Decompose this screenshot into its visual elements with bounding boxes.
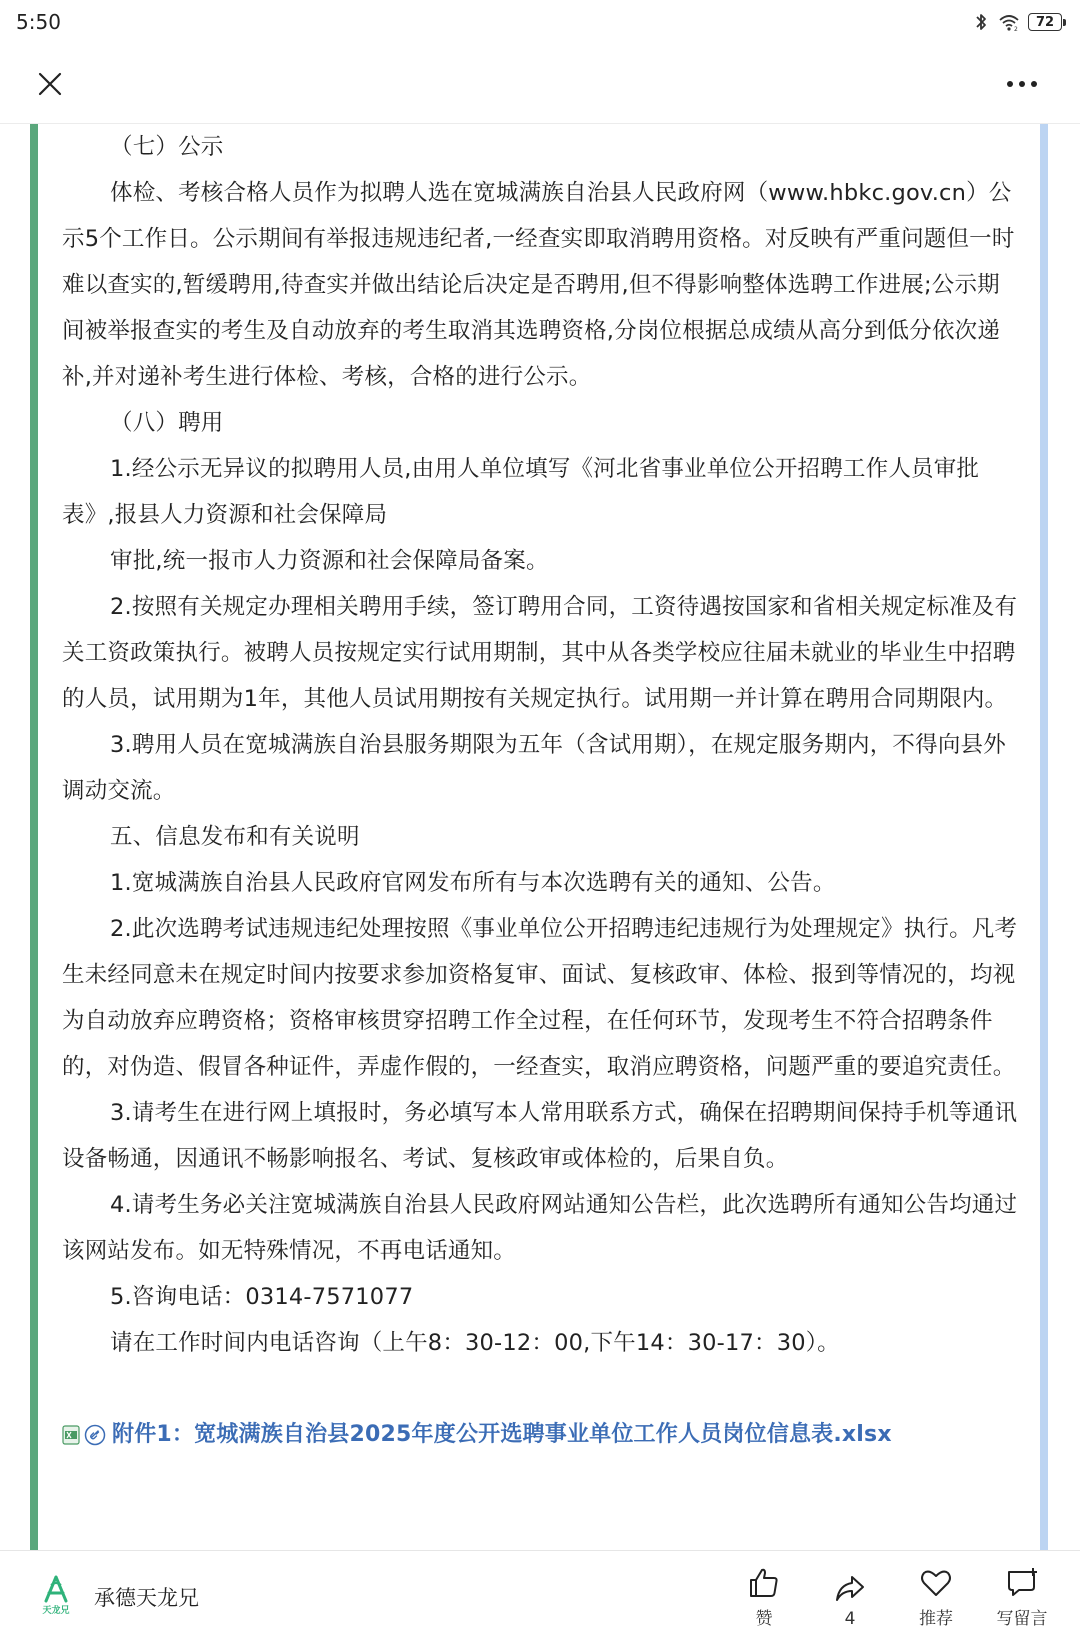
thumbs-up-icon — [747, 1566, 781, 1600]
author-logo-text: 天龙兄 — [42, 1606, 70, 1616]
right-quote-rule — [1040, 124, 1048, 1550]
attachment-icons — [62, 1424, 106, 1446]
svg-text:2: 2 — [1014, 26, 1018, 32]
paragraph-employment-2: 2.按照有关规定办理相关聘用手续，签订聘用合同，工资待遇按国家和省相关规定标准及有关工资政策执行。被聘人员按规定实行试用期制，其中从各类学校应往届未就业的毕业生中招聘的人员，试用期为1年，其他人员试用期按有关规定执行。试用期一并计算在聘用合同期限内。 — [62, 594, 1018, 712]
top-nav — [0, 44, 1080, 124]
action-bar — [736, 1566, 1050, 1629]
paragraph-employment-3: 3.聘用人员在宽城满族自治县服务期限为五年（含试用期），在规定服务期内，不得向县外调动交流。 — [62, 732, 1006, 804]
spacer — [62, 1366, 1022, 1412]
comment-label: 写留言 — [996, 1608, 1048, 1629]
recommend-label: 推荐 — [919, 1608, 953, 1629]
author-logo-icon — [41, 1575, 71, 1605]
bottom-bar — [0, 1550, 1080, 1643]
section-heading-info: 五、信息发布和有关说明 — [110, 824, 360, 850]
paragraph-info-4: 4.请考生务必关注宽城满族自治县人民政府网站通知公告栏，此次选聘所有通知公告均通过该网站发布。如无特殊情况，不再电话通知。 — [62, 1192, 1018, 1264]
paragraph-info-3: 3.请考生在进行网上填报时，务必填写本人常用联系方式，确保在招聘期间保持手机等通讯设备畅通，因通讯不畅影响报名、考试、复核政审或体检的，后果自负。 — [62, 1100, 1018, 1172]
section-heading-publicity: （七）公示 — [110, 134, 224, 160]
left-quote-rule — [30, 124, 38, 1550]
comment-button[interactable] — [994, 1566, 1050, 1629]
author-logo — [36, 1575, 76, 1619]
share-button[interactable] — [822, 1571, 878, 1629]
battery-icon: 72 — [1028, 13, 1062, 31]
share-icon — [833, 1571, 867, 1605]
article-body — [62, 124, 1022, 1458]
paragraph-publicity: 体检、考核合格人员作为拟聘人选在宽城满族自治县人民政府网（www.hbkc.gov.cn）公示5个工作日。公示期间有举报违规违纪者,一经查实即取消聘用资格。对反映有严重问题但一时难以查实的,暂缓聘用,待查实并做出结论后决定是否聘用,但不得影响整体选聘工作进展;公示期间被举报查实的考生及自动放弃的考生取消其选聘资格,分岗位根据总成绩从高分到低分依次递补,并对递补考生进行体检、考核，合格的进行公示。 — [62, 180, 1015, 390]
status-bar — [0, 0, 1080, 44]
bluetooth-icon — [972, 12, 990, 32]
attachment-link[interactable] — [62, 1412, 1022, 1458]
link-icon — [84, 1424, 106, 1446]
paragraph-info-1: 1.宽城满族自治县人民政府官网发布所有与本次选聘有关的通知、公告。 — [110, 870, 836, 896]
like-button[interactable] — [736, 1566, 792, 1629]
more-dots-icon — [1006, 79, 1038, 89]
wifi-icon — [998, 12, 1020, 32]
heart-icon — [919, 1566, 953, 1600]
attachment-title: 附件1：宽城满族自治县2025年度公开选聘事业单位工作人员岗位信息表.xlsx — [112, 1422, 892, 1447]
paragraph-info-hours: 请在工作时间内电话咨询（上午8：30-12：00,下午14：30-17：30）。 — [110, 1330, 840, 1356]
paragraph-info-2: 2.此次选聘考试违规违纪处理按照《事业单位公开招聘违纪违规行为处理规定》执行。凡考生未经同意未在规定时间内按要求参加资格复审、面试、复核政审、体检、报到等情况的，均视为自动放弃应聘资格；资格审核贯穿招聘工作全过程，在任何环节，发现考生不符合招聘条件的，对伪造、假冒各种证件，弄虚作假的，一经查实，取消应聘资格，问题严重的要追究责任。 — [62, 916, 1018, 1080]
spreadsheet-icon — [62, 1425, 80, 1445]
status-time: 5:50 — [16, 10, 61, 34]
share-count: 4 — [844, 1608, 856, 1629]
author-profile[interactable] — [36, 1575, 199, 1619]
more-button[interactable] — [1000, 62, 1044, 106]
status-icons — [972, 12, 1062, 32]
recommend-button[interactable] — [908, 1566, 964, 1629]
comment-icon — [1005, 1566, 1039, 1600]
paragraph-employment-1b: 审批,统一报市人力资源和社会保障局备案。 — [110, 548, 549, 574]
section-heading-employment: （八）聘用 — [110, 410, 224, 436]
author-name: 承德天龙兄 — [94, 1586, 199, 1610]
paragraph-employment-1: 1.经公示无异议的拟聘用人员,由用人单位填写《河北省事业单位公开招聘工作人员审批表》,报县人力资源和社会保障局 — [62, 456, 980, 528]
article-content[interactable] — [0, 124, 1080, 1550]
like-label: 赞 — [755, 1608, 773, 1629]
close-button[interactable] — [28, 62, 72, 106]
paragraph-info-5: 5.咨询电话：0314-7571077 — [110, 1284, 414, 1310]
close-icon — [37, 71, 63, 97]
